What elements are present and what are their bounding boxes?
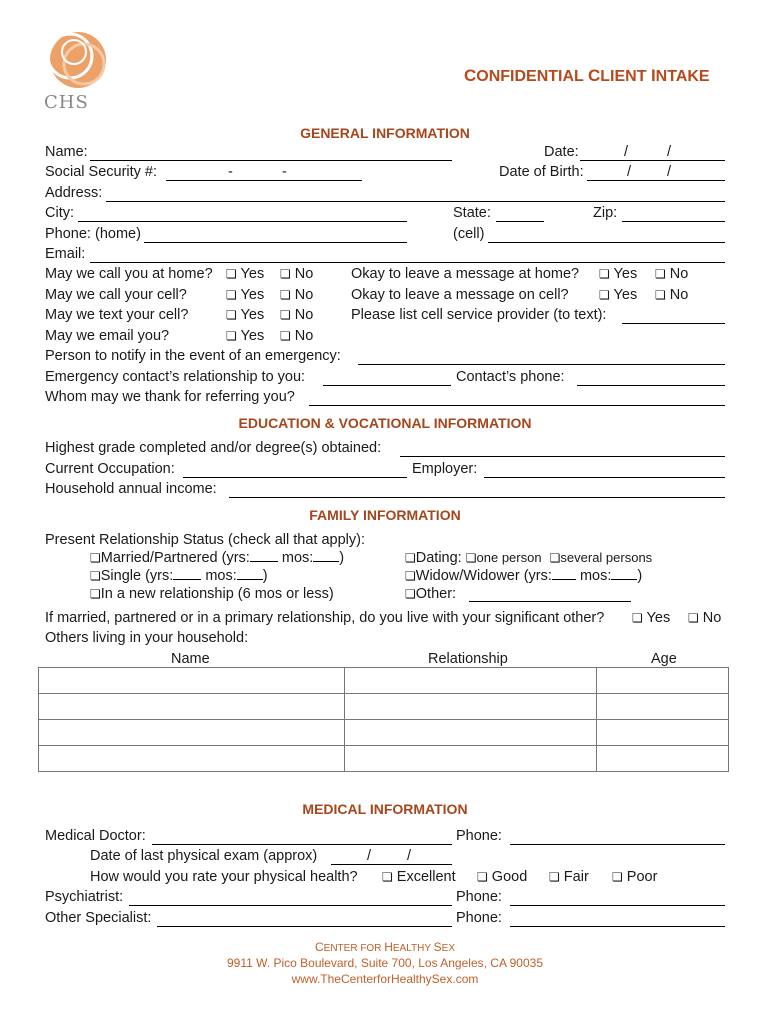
checkbox-icon: ❏ — [655, 267, 666, 281]
ssn-dash: - — [228, 164, 233, 180]
psychiatrist-field[interactable] — [129, 905, 452, 906]
zip-field[interactable] — [622, 221, 725, 222]
grade-field[interactable] — [400, 456, 725, 457]
table-row — [39, 668, 729, 694]
specialist-phone-field[interactable] — [510, 926, 725, 927]
col-age-header: Age — [651, 651, 677, 667]
exam-slash: / — [367, 848, 372, 864]
checkbox-icon: ❏ — [465, 551, 477, 565]
state-label: State: — [453, 205, 491, 221]
dob-slash: / — [667, 164, 672, 180]
employer-label: Employer: — [412, 461, 478, 477]
checkbox-icon: ❏ — [549, 551, 561, 565]
phone-home-label: Phone: (home) — [45, 226, 141, 242]
checkbox-icon: ❏ — [226, 267, 237, 281]
col-name-header: Name — [171, 651, 210, 667]
checkbox-icon: ❏ — [280, 329, 291, 343]
employer-field[interactable] — [484, 477, 725, 478]
specialist-label: Other Specialist: — [45, 910, 152, 926]
text-cell-no[interactable]: ❏ No — [280, 307, 314, 323]
dating-option[interactable]: ❏Dating: ❏one person ❏several persons — [405, 550, 653, 566]
msg-home-no[interactable]: ❏ No — [655, 266, 689, 282]
exam-slash: / — [407, 848, 412, 864]
address-field[interactable] — [106, 201, 725, 202]
city-label: City: — [45, 205, 74, 221]
widow-option[interactable]: ❏Widow/Widower (yrs: mos: ) — [405, 568, 643, 584]
q-text-cell: May we text your cell? — [45, 307, 189, 323]
occupation-label: Current Occupation: — [45, 461, 175, 477]
age-cell[interactable] — [597, 668, 729, 694]
name-label: Name: — [45, 144, 88, 160]
section-family-heading: FAMILY INFORMATION — [309, 507, 461, 523]
cell-label: (cell) — [453, 226, 485, 242]
emergency-label: Person to notify in the event of an emergency: — [45, 348, 341, 364]
email-yes[interactable]: ❏ Yes — [226, 328, 265, 344]
logo — [36, 26, 116, 116]
relationship-cell[interactable] — [345, 694, 597, 720]
specialist-field[interactable] — [157, 926, 452, 927]
referral-label: Whom may we thank for referring you? — [45, 389, 295, 405]
call-cell-no[interactable]: ❏ No — [280, 287, 314, 303]
text-cell-yes[interactable]: ❏ Yes — [226, 307, 265, 323]
name-cell[interactable] — [39, 720, 345, 746]
checkbox-icon: ❏ — [405, 569, 416, 583]
rate-health-label: How would you rate your physical health? — [90, 869, 358, 885]
state-field[interactable] — [496, 221, 544, 222]
checkbox-icon: ❏ — [612, 870, 623, 884]
age-cell[interactable] — [597, 694, 729, 720]
psychiatrist-phone-field[interactable] — [510, 905, 725, 906]
psychiatrist-phone-label: Phone: — [456, 889, 502, 905]
q-call-cell: May we call your cell? — [45, 287, 187, 303]
checkbox-icon: ❏ — [226, 329, 237, 343]
status-label: Present Relationship Status (check all that apply): — [45, 532, 365, 548]
checkbox-icon: ❏ — [599, 267, 610, 281]
contact-phone-field[interactable] — [577, 385, 725, 386]
section-general-heading: GENERAL INFORMATION — [300, 125, 470, 141]
referral-field[interactable] — [309, 405, 725, 406]
msg-cell-yes[interactable]: ❏ Yes — [599, 287, 638, 303]
health-good[interactable]: ❏ Good — [477, 869, 528, 885]
logo-text: CHS — [44, 92, 89, 113]
email-field[interactable] — [90, 262, 725, 263]
relationship-cell[interactable] — [345, 720, 597, 746]
doctor-field[interactable] — [152, 844, 452, 845]
page-title: CONFIDENTIAL CLIENT INTAKE — [464, 66, 710, 85]
checkbox-icon: ❏ — [632, 611, 643, 625]
checkbox-icon: ❏ — [280, 267, 291, 281]
col-relationship-header: Relationship — [428, 651, 508, 667]
health-excellent[interactable]: ❏ Excellent — [382, 869, 456, 885]
ssn-field[interactable] — [166, 180, 362, 181]
call-home-yes[interactable]: ❏ Yes — [226, 266, 265, 282]
table-row — [39, 694, 729, 720]
age-cell[interactable] — [597, 746, 729, 772]
checkbox-icon: ❏ — [90, 551, 101, 565]
checkbox-icon: ❏ — [280, 288, 291, 302]
provider-field[interactable] — [622, 323, 725, 324]
income-label: Household annual income: — [45, 481, 217, 497]
q-live-together: If married, partnered or in a primary relationship, do you live with your significant other? — [45, 610, 605, 626]
cell-field[interactable] — [488, 242, 725, 243]
call-cell-yes[interactable]: ❏ Yes — [226, 287, 265, 303]
relationship-field[interactable] — [323, 385, 451, 386]
checkbox-icon: ❏ — [688, 611, 699, 625]
checkbox-icon: ❏ — [405, 587, 416, 601]
checkbox-icon: ❏ — [549, 870, 560, 884]
zip-label: Zip: — [593, 205, 618, 221]
call-home-no[interactable]: ❏ No — [280, 266, 314, 282]
email-no[interactable]: ❏ No — [280, 328, 314, 344]
checkbox-icon: ❏ — [655, 288, 666, 302]
specialist-phone-label: Phone: — [456, 910, 502, 926]
date-slash: / — [667, 144, 672, 160]
ssn-dash: - — [282, 164, 287, 180]
doctor-phone-field[interactable] — [510, 844, 725, 845]
grade-label: Highest grade completed and/or degree(s) obtained: — [45, 440, 382, 456]
section-education-heading: EDUCATION & VOCATIONAL INFORMATION — [238, 415, 532, 431]
income-field[interactable] — [229, 497, 725, 498]
doctor-label: Medical Doctor: — [45, 828, 146, 844]
msg-cell-no[interactable]: ❏ No — [655, 287, 689, 303]
q-provider: Please list cell service provider (to text): — [351, 307, 607, 323]
live-together-no[interactable]: ❏ No — [688, 610, 722, 626]
single-option[interactable]: ❏Single (yrs: mos: ) — [90, 568, 268, 584]
age-cell[interactable] — [597, 720, 729, 746]
email-label: Email: — [45, 246, 86, 262]
health-fair[interactable]: ❏ Fair — [549, 869, 589, 885]
married-option[interactable]: ❏Married/Partnered (yrs: mos: ) — [90, 550, 345, 566]
address-label: Address: — [45, 185, 103, 201]
checkbox-icon: ❏ — [405, 551, 416, 565]
doctor-phone-label: Phone: — [456, 828, 502, 844]
contact-phone-label: Contact’s phone: — [456, 369, 565, 385]
checkbox-icon: ❏ — [90, 569, 101, 583]
msg-home-yes[interactable]: ❏ Yes — [599, 266, 638, 282]
footer-org: CENTER FOR HEALTHY SEX — [314, 940, 456, 954]
section-medical-heading: MEDICAL INFORMATION — [302, 801, 468, 817]
dob-label: Date of Birth: — [499, 164, 584, 180]
household-table — [38, 667, 729, 772]
name-cell[interactable] — [39, 694, 345, 720]
q-msg-cell: Okay to leave a message on cell? — [351, 287, 569, 303]
date-field[interactable] — [580, 160, 725, 161]
q-msg-home: Okay to leave a message at home? — [351, 266, 580, 282]
checkbox-icon: ❏ — [226, 288, 237, 302]
ssn-label: Social Security #: — [45, 164, 158, 180]
date-label: Date: — [544, 144, 579, 160]
table-row — [39, 746, 729, 772]
logo-mark — [36, 26, 116, 94]
last-exam-label: Date of last physical exam (approx) — [90, 848, 318, 864]
q-email: May we email you? — [45, 328, 170, 344]
city-field[interactable] — [78, 221, 407, 222]
name-cell[interactable] — [39, 746, 345, 772]
relationship-cell[interactable] — [345, 668, 597, 694]
name-cell[interactable] — [39, 668, 345, 694]
checkbox-icon: ❏ — [226, 308, 237, 322]
q-call-home: May we call you at home? — [45, 266, 213, 282]
date-slash: / — [624, 144, 629, 160]
new-relationship-option[interactable]: ❏In a new relationship (6 mos or less) — [90, 586, 334, 602]
relationship-cell[interactable] — [345, 746, 597, 772]
name-field[interactable] — [90, 160, 452, 161]
last-exam-field[interactable] — [331, 864, 452, 865]
relationship-label: Emergency contact’s relationship to you: — [45, 369, 306, 385]
others-living-label: Others living in your household: — [45, 630, 249, 646]
other-field[interactable] — [469, 601, 631, 602]
dob-field[interactable] — [587, 180, 725, 181]
psychiatrist-label: Psychiatrist: — [45, 889, 124, 905]
checkbox-icon: ❏ — [280, 308, 291, 322]
other-option[interactable]: ❏Other: — [405, 586, 457, 602]
dob-slash: / — [627, 164, 632, 180]
occupation-field[interactable] — [183, 477, 407, 478]
phone-home-field[interactable] — [144, 242, 407, 243]
checkbox-icon: ❏ — [477, 870, 488, 884]
live-together-yes[interactable]: ❏ Yes — [632, 610, 671, 626]
health-poor[interactable]: ❏ Poor — [612, 869, 658, 885]
footer-address: 9911 W. Pico Boulevard, Suite 700, Los Angeles, CA 90035 — [227, 956, 543, 970]
table-row — [39, 720, 729, 746]
checkbox-icon: ❏ — [382, 870, 393, 884]
checkbox-icon: ❏ — [599, 288, 610, 302]
footer-website[interactable]: www.TheCenterforHealthySex.com — [291, 972, 479, 986]
emergency-field[interactable] — [358, 364, 725, 365]
checkbox-icon: ❏ — [90, 587, 101, 601]
